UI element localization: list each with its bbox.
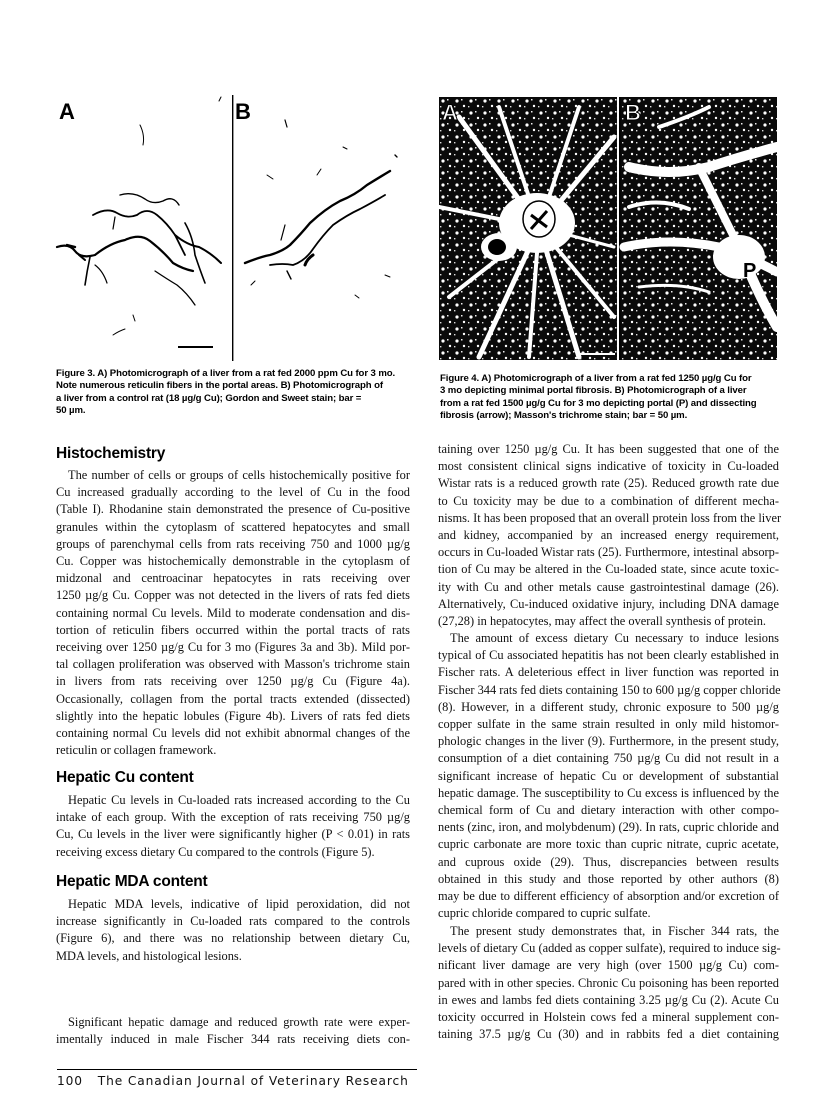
hepatic-cu-paragraph: Hepatic Cu levels in Cu-loaded rats increased according to the Cu intake of each group. With the exception of rats receiving 750 µg/g Cu, Cu levels in the liver were significantly higher (P < 0.01) in rats receiving excess dietary Cu compared to the controls (Figure 5). bbox=[56, 793, 410, 859]
discussion-paragraph-3: The present study demonstrates that, in Fischer 344 rats, the levels of dietary Cu (added as copper sulfate), required to induce sig- nificant liver damage are very high (over 1500 µg/g Cu) com- pared with in other species. Chronic Cu poisoning has been reported in ewes and lambs fed diets containing 3.25 µg/g Cu (2). Acute Cu toxicity occurred in Holstein cows fed a mineral supplement con- taining 37.5 µg/g Cu (30) and in rabbits fed a diet containing bbox=[438, 924, 781, 1042]
discussion-paragraph-2: The amount of excess dietary Cu necessary to induce lesions typical of Cu associated hepatitis has not been clearly established in Fischer rats. A deleterious effect in liver function was reported in Fischer 344 rats fed diets containing 150 to 600 µg/g copper chloride (8). However, in a different study, chronic exposure to 500 µg/g copper sulfate in the same strain resulted in only mild histomor- phologic changes in the liver (9). Furthermore, in the present study, consumption of a diet containing 750 µg/g Cu did not result in a significant increase of hepatic Cu or development of substantial hepatic damage. The susceptibility to Cu excess is influenced by the chemical form of Cu and dietary interaction with other compo- nents (zinc, iron, and molybdenum) (29). In rats, cupric chloride and cupric carbonate are more toxic than cupric nitrate, cupric acetate, and cuprous oxide (29). Thus, discrepancies between results obtained in this study and those reported by other authors (8) may be due to different efficiency of absorption and/or excretion of cupric chloride compared to cupric sulfate. bbox=[438, 631, 781, 921]
figure-4-portal-label: P bbox=[743, 260, 757, 282]
trichrome-micrograph bbox=[439, 97, 777, 360]
figure-4-caption: Figure 4. A) Photomicrograph of a liver from a rat fed 1250 µg/g Cu for 3 mo depicting minimal portal fibrosis. B) Photomicrograph of a liver from a rat fed 1500 µg/g Cu for 3 mo depicting portal (P) and dissecting fibrosis (arrow); Masson's trichrome stain; bar = 50 µm. bbox=[440, 373, 757, 422]
discussion-paragraph-start: Significant hepatic damage and reduced growth rate were exper- imentally induced in male Fischer 344 rats receiving diets con- bbox=[56, 1015, 410, 1047]
hepatic-mda-heading: Hepatic MDA content bbox=[56, 873, 208, 890]
hepatic-mda-paragraph: Hepatic MDA levels, indicative of lipid peroxidation, did not increase significantly in Cu-loaded rats compared to the controls (Figure 6), and there was no relationship between dietary Cu, MDA levels, and histological lesions. bbox=[56, 897, 410, 963]
scale-bar bbox=[178, 346, 213, 348]
figure-3-caption: Figure 3. A) Photomicrograph of a liver from a rat fed 2000 ppm Cu for 3 mo. Note numerous reticulin fibers in the portal areas. B) Photomicrograph of a liver from a control rat (18 µg/g Cu); Gordon and Sweet stain; bar = 50 µm. bbox=[56, 368, 396, 417]
figure-4-panel-a-label: A bbox=[442, 100, 458, 125]
figure-3-image bbox=[55, 95, 425, 363]
histochemistry-paragraph: The number of cells or groups of cells histochemically positive for Cu increased gradually according to the level of Cu in the food (Table I). Rhodanine stain demonstrated the presence of Cu-positive granules within the cytoplasm of scattered hepatocytes and small groups of parenchymal cells from rats receiving 750 and 1000 µg/g Cu. Copper was histochemically demonstrable in the cytoplasm of midzonal and centroacinar hepatocytes in rats receiving over 1250 µg/g Cu. Copper was not detected in the livers of rats fed diets containing normal Cu levels. Mild to moderate condensation and dis- tortion of reticulin fibers occurred within the portal tracts of rats receiving over 1250 µg/g Cu for 3 mo (Figures 3a and 3b). Mild por- tal collagen proliferation was observed with Masson's trichrome stain in livers from rats receiving over 1250 µg/g Cu (Figure 4a). Occasionally, collagen from the portal tracts extended (dissected) slightly into the hepatic lobules (Figure 4b). Livers of rats fed diets containing normal Cu levels did not exhibit abnormal changes of the reticulin or collagen framework. bbox=[56, 468, 410, 758]
journal-title: The Canadian Journal of Veterinary Research bbox=[97, 1074, 409, 1088]
figure-3-panel-a-label: A bbox=[59, 99, 75, 124]
histochemistry-heading: Histochemistry bbox=[56, 445, 166, 462]
page-number: 100 bbox=[57, 1074, 83, 1088]
reticulin-fiber-micrograph bbox=[55, 95, 425, 363]
figure-4-panel-b-label: B bbox=[625, 100, 641, 125]
footer-rule bbox=[57, 1069, 417, 1070]
page-footer bbox=[57, 1074, 409, 1088]
figure-4-image bbox=[439, 97, 777, 360]
hepatic-cu-heading: Hepatic Cu content bbox=[56, 769, 194, 786]
discussion-paragraph-1: taining over 1250 µg/g Cu. It has been suggested that one of the most consistent clinical signs indicative of toxicity in Cu-loaded Wistar rats is a reduced growth rate (25). Reduced growth rate due to Cu toxicity may be due to a combination of different mecha- nisms. It has been proposed that an overall protein loss from the liver and kidney, accompanied by an increased energy requirement, occurs in Cu-loaded Wistar rats (25). Furthermore, intestinal absorp- tion of Cu may be altered in the Cu-loaded state, since acute toxic- ity with Cu and other metals cause gastrointestinal damage (26). Alternatively, Cu-induced oxidative injury, including DNA damage (27,28) in hepatocytes, may affect the overall synthesis of protein. bbox=[438, 442, 782, 629]
figure-3-panel-b-label: B bbox=[235, 99, 251, 124]
